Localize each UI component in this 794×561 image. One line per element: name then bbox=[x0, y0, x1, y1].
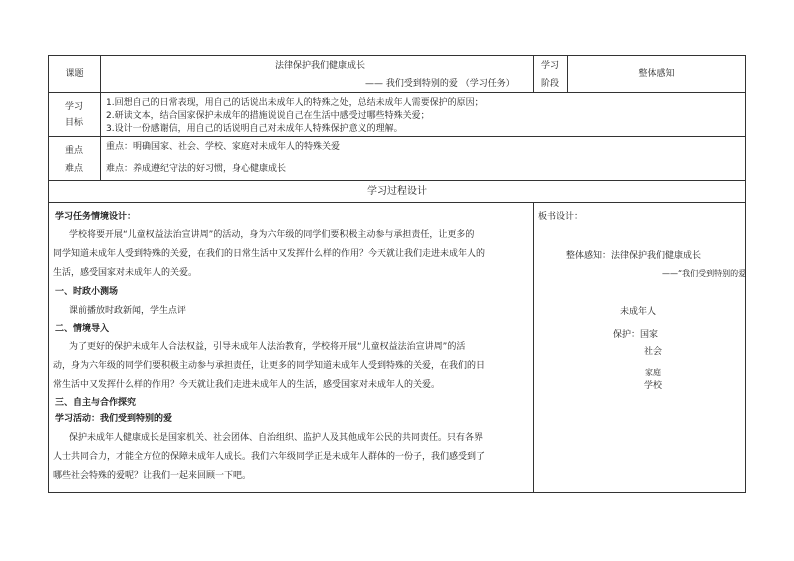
board-title: 整体感知：法律保护我们健康成长 bbox=[566, 251, 702, 261]
section3-heading: 三、自主与合作探究 bbox=[55, 398, 137, 408]
activity-line: 哪些社会特殊的爱呢？让我们一起来回顾一下吧。 bbox=[53, 471, 252, 481]
section2-heading: 二、情境导入 bbox=[55, 324, 110, 334]
lesson-title: 法律保护我们健康成长 bbox=[275, 61, 366, 71]
stage-label-cell bbox=[533, 55, 567, 93]
stage-label-line1: 学习 bbox=[541, 61, 560, 71]
activity-heading: 学习活动：我们受到特别的爱 bbox=[55, 414, 173, 424]
board-design-cell bbox=[533, 203, 746, 493]
stage-label-line2: 阶段 bbox=[541, 79, 560, 89]
board-subtitle: ——“我们受到特别的爱 bbox=[662, 269, 747, 278]
board-minor: 未成年人 bbox=[620, 307, 657, 317]
key-point-text: 重点：明确国家、社会、学校、家庭对未成年人的特殊关爱 bbox=[106, 142, 341, 152]
section2-line: 动，身为六年级的同学们要积极主动参与承担责任，让更多的同学知道未成年人受到特殊的关爱，在我们的日 bbox=[53, 361, 486, 371]
focus-label-line1: 重点 bbox=[65, 146, 84, 156]
activity-line: 人士共同合力，才能全方位的保障未成年人成长。我们六年级同学正是未成年人群体的一份子，我们感受到了 bbox=[53, 452, 486, 462]
board-school: 学校 bbox=[644, 381, 663, 391]
objective-item: 1.回想自己的日常表现，用自己的话说出未成年人的特殊之处，总结未成年人需要保护的原因； bbox=[106, 98, 484, 108]
stage-value: 整体感知 bbox=[638, 69, 675, 79]
task-line: 同学知道未成年人受到特殊的关爱，在我们的日常生活中又发挥什么样的作用？今天就让我们走进未成年人的 bbox=[53, 249, 486, 259]
section2-line: 常生活中又发挥什么样的作用？今天就让我们走进未成年人的生活，感受国家对未成年人的关爱。 bbox=[53, 380, 441, 390]
task-line: 生活，感受国家对未成年人的关爱。 bbox=[53, 268, 198, 278]
lesson-title-cell bbox=[100, 55, 533, 93]
objective-item: 3.设计一份感谢信，用自己的话说明自己对未成年人特殊保护意义的理解。 bbox=[106, 124, 403, 134]
board-society: 社会 bbox=[644, 347, 663, 357]
board-heading: 板书设计： bbox=[538, 212, 584, 222]
task-heading: 学习任务情境设计： bbox=[55, 212, 137, 222]
section1-heading: 一、时政小测场 bbox=[55, 287, 119, 297]
focus-content-cell bbox=[100, 137, 746, 181]
objectives-content-cell bbox=[100, 93, 746, 137]
objectives-label-line1: 学习 bbox=[65, 102, 84, 112]
stage-value-cell bbox=[567, 55, 746, 93]
board-protect: 保护：国家 bbox=[613, 330, 659, 340]
difficulty-text: 难点：养成遵纪守法的好习惯，身心健康成长 bbox=[106, 164, 287, 174]
activity-line: 保护未成年人健康成长是国家机关、社会团体、自治组织、监护人及其他成年公民的共同责任。只有各界 bbox=[69, 433, 484, 443]
subject-label-cell bbox=[48, 55, 100, 93]
focus-label-cell bbox=[48, 137, 100, 181]
section1-line: 课前播放时政新闻，学生点评 bbox=[69, 306, 187, 316]
objectives-label-cell bbox=[48, 93, 100, 137]
objective-item: 2.研读文本，结合国家保护未成年的措施说说自己在生活中感受过哪些特殊关爱； bbox=[106, 111, 430, 121]
focus-label-line2: 难点 bbox=[65, 164, 84, 174]
objectives-label-line2: 目标 bbox=[65, 118, 84, 128]
process-title-cell bbox=[48, 181, 746, 203]
board-family: 家庭 bbox=[645, 368, 661, 377]
task-line: 学校将要开展“儿童权益法治宣讲周”的活动，身为六年级的同学们要积极主动参与承担责任，让更多的 bbox=[69, 230, 475, 240]
section2-line: 为了更好的保护未成年人合法权益，引导未成年人法治教育，学校将开展“儿童权益法治宣讲周”的活 bbox=[69, 342, 466, 352]
subject-label: 课题 bbox=[65, 69, 84, 79]
process-title: 学习过程设计 bbox=[367, 185, 427, 197]
main-content-cell bbox=[48, 203, 533, 493]
lesson-subtitle: —— 我们受到特别的爱 （学习任务） bbox=[365, 79, 515, 89]
